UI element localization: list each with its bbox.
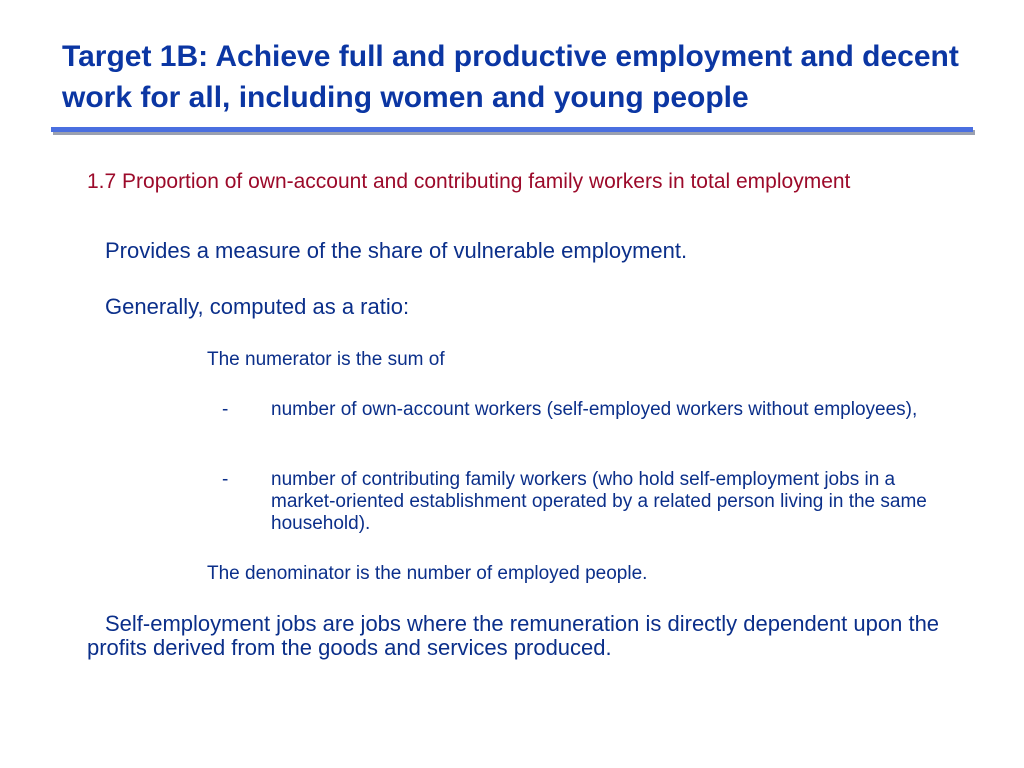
- bullet-item: [87, 239, 967, 263]
- dash-item-text: number of contributing family workers (who hold self-employment jobs in a market-oriented establishment operated by a related person living in the same household).: [271, 469, 927, 534]
- title-divider: [51, 127, 973, 132]
- bullet-text: Generally, computed as a ratio:: [105, 294, 410, 319]
- indicator-heading: 1.7 Proportion of own-account and contributing family workers in total employment: [87, 170, 851, 193]
- sub-bullet-item: [155, 563, 855, 585]
- slide-title: Target 1B: Achieve full and productive employment and decent work for all, including women and young people: [62, 40, 959, 114]
- sub-bullet-text: The denominator is the number of employed people.: [207, 563, 648, 584]
- dash-list-item: [222, 469, 942, 537]
- sub-bullet-item: [155, 349, 855, 371]
- dash-item-text: number of own-account workers (self-employed workers without employees),: [271, 399, 918, 420]
- bullet-text: Provides a measure of the share of vulnerable employment.: [105, 238, 688, 263]
- dash-marker: -: [222, 399, 229, 420]
- dash-marker: -: [222, 469, 229, 490]
- sub-bullet-text: The numerator is the sum of: [207, 349, 445, 370]
- bullet-text: Self-employment jobs are jobs where the remuneration is directly dependent upon the profits derived from the goods and services produced.: [87, 611, 940, 660]
- bullet-item: [87, 612, 967, 660]
- dash-list-item: [222, 399, 942, 445]
- bullet-item: [87, 295, 967, 319]
